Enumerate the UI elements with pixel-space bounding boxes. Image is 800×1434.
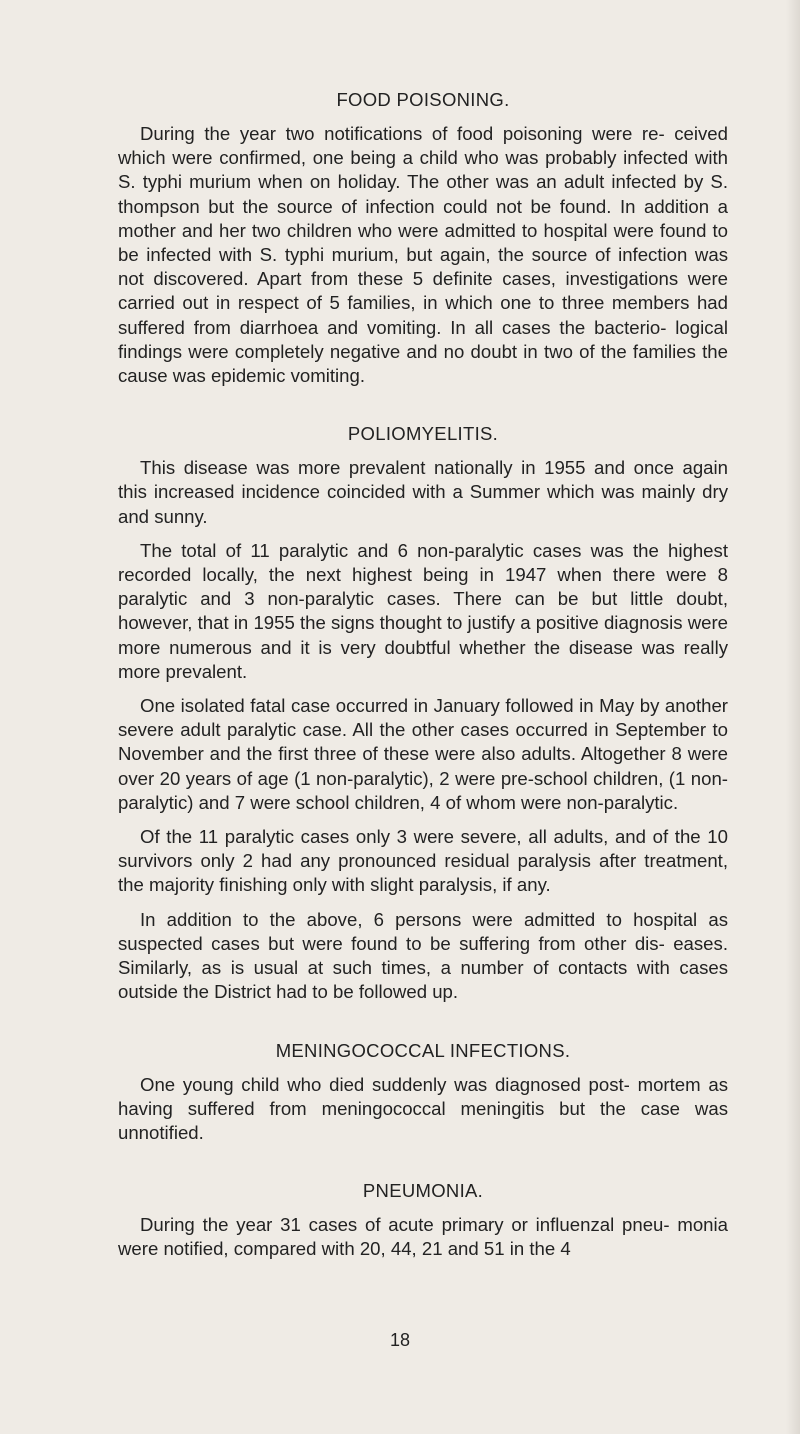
- section-heading: MENINGOCOCCAL INFECTIONS.: [275, 1039, 571, 1061]
- section-food-poisoning: [118, 86, 728, 388]
- section-heading: PNEUMONIA.: [362, 1180, 484, 1202]
- paragraph: During the year 31 cases of acute primary or influenzal pneu- monia were notified, compared with 20, 44, 21 and 51 in the 4: [118, 1214, 728, 1260]
- page-content: [118, 86, 728, 1294]
- section-heading: POLIOMYELITIS.: [347, 423, 499, 445]
- paragraph: In addition to the above, 6 persons were admitted to hospital as suspected cases but were found to be suffering from other dis- eases. Similarly, as is usual at such times, a number of contacts with cases outside the District had to be followed up.: [118, 908, 728, 1003]
- paragraph: Of the 11 paralytic cases only 3 were severe, all adults, and of the 10 survivors only 2 had any pronounced residual paralysis after treatment, the majority finishing only with slight paralysis, if any.: [118, 826, 728, 896]
- section-poliomyelitis: [118, 420, 728, 1004]
- paragraph: This disease was more prevalent nationally in 1955 and once again this increased incidence coincided with a Summer which was mainly dry and sunny.: [118, 457, 728, 527]
- section-heading: FOOD POISONING.: [336, 89, 510, 110]
- section-pneumonia: [118, 1177, 728, 1261]
- paragraph: One isolated fatal case occurred in January followed in May by another severe adult paralytic case. All the other cases occurred in September to November and the first three of these were also adults. Altogether 8 were over 20 years of age (1 non-paralytic), 2 were pre-school children, (1 non-paralytic) and 7 were school children, 4 of whom were non-paralytic.: [118, 695, 728, 813]
- paragraph: During the year two notifications of food poisoning were re- ceived which were confirmed, one being a child who was probably infected with S. typhi murium when on holiday. The other was an adult infected by S. thompson but the source of infection could not be found. In addition a mother and her two children who were admitted to hospital were found to be infected with S. typhi murium, but again, the source of infection was not discovered. Apart from these 5 definite cases, investigations were carried out in respect of 5 families, in which one to three members had suffered from diarrhoea and vomiting. In all cases the bacterio- logical findings were completely negative and no doubt in two of the families the cause was epidemic vomiting.: [118, 123, 728, 387]
- section-meningococcal-infections: [118, 1037, 728, 1146]
- page-number: 18: [389, 1330, 411, 1350]
- paragraph: The total of 11 paralytic and 6 non-paralytic cases was the highest recorded locally, the next highest being in 1947 when there were 8 paralytic and 3 non-paralytic cases. There can be but little doubt, however, that in 1955 the signs thought to justify a positive diagnosis were more numerous and it is very doubtful whether the disease was really more prevalent.: [118, 539, 728, 682]
- paragraph: One young child who died suddenly was diagnosed post- mortem as having suffered from meningococcal meningitis but the case was unnotified.: [118, 1073, 728, 1143]
- page-edge-shadow: [786, 0, 800, 1434]
